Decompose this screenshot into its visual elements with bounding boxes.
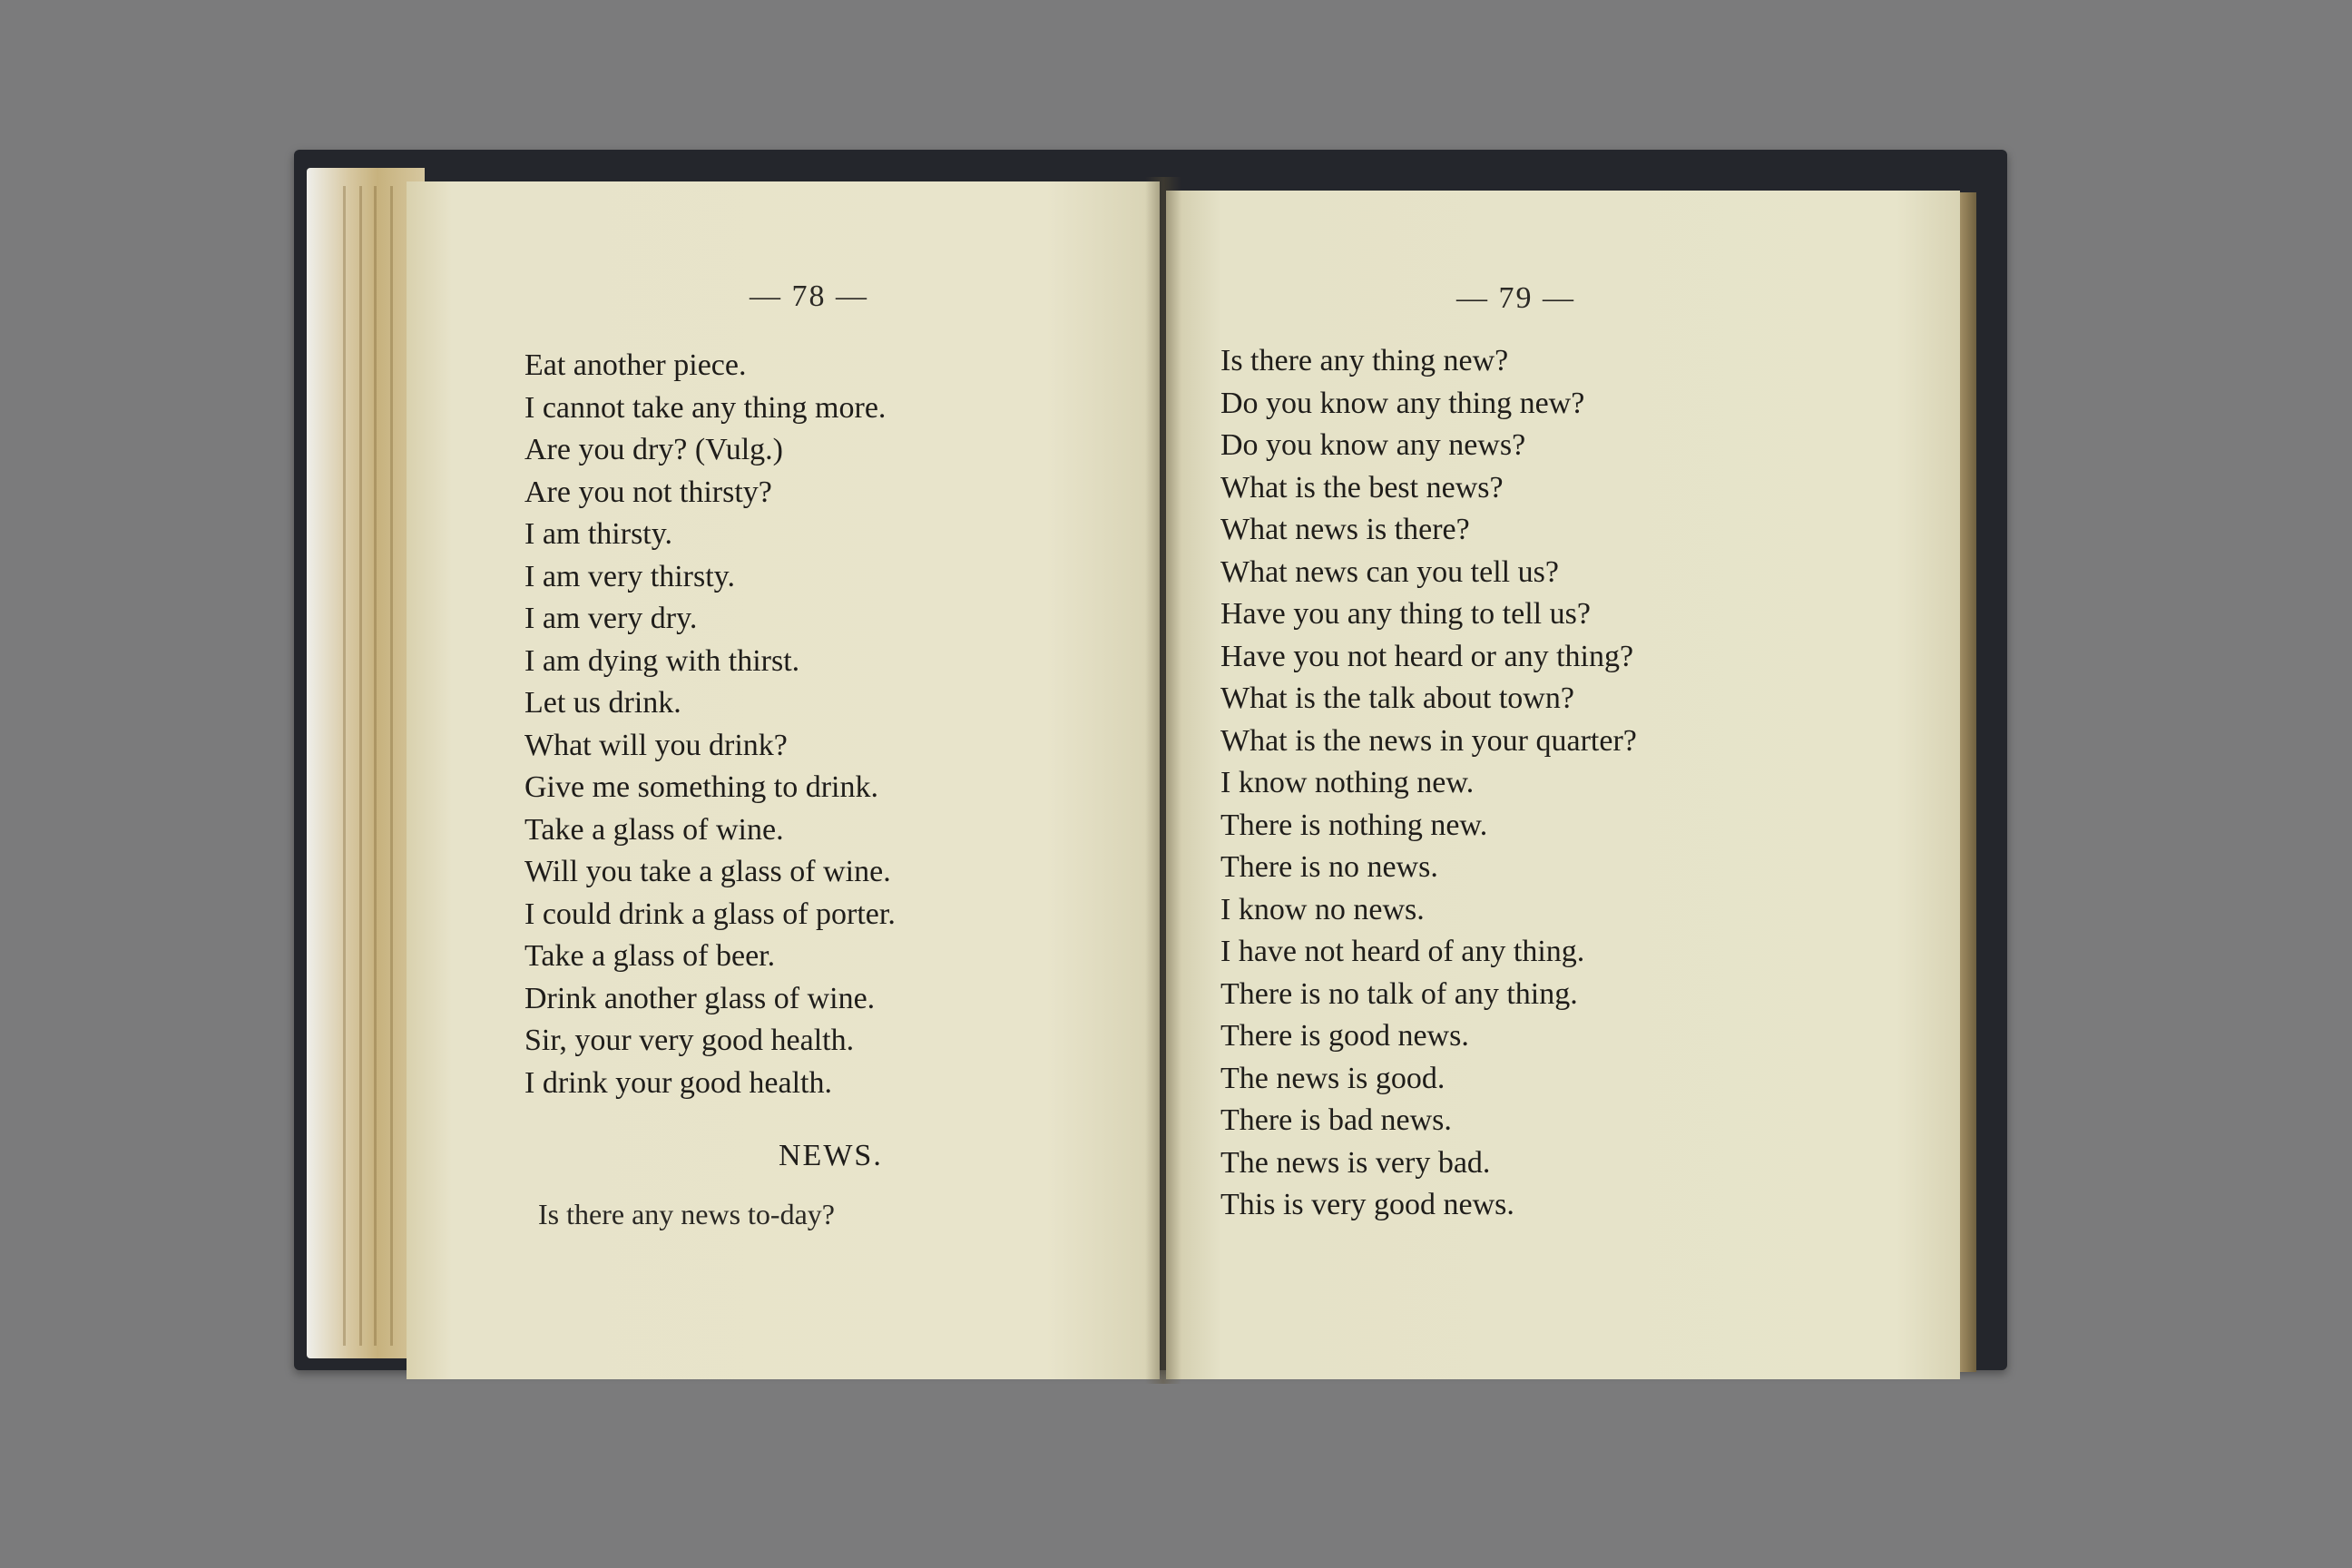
text-line: There is no talk of any thing. <box>1220 976 1578 1011</box>
text-line: Have you any thing to tell us? <box>1220 597 1591 631</box>
text-line: I am very dry. <box>524 602 698 635</box>
text-line: Do you know any news? <box>1220 428 1526 462</box>
text-line: I have not heard of any thing. <box>1220 935 1585 968</box>
text-line: Do you know any thing new? <box>1220 386 1585 420</box>
text-line: Are you dry? (Vulg.) <box>524 433 783 466</box>
text-line: Eat another piece. <box>524 348 747 382</box>
page-number-right: — 79 — <box>1456 281 1575 315</box>
right-page <box>1166 191 1960 1379</box>
text-line: Will you take a glass of wine. <box>524 855 891 888</box>
text-line: I drink your good health. <box>524 1065 832 1100</box>
text-line: Have you not heard or any thing? <box>1220 639 1634 673</box>
page-number-left: — 78 — <box>750 279 868 313</box>
text-line: What will you drink? <box>524 728 788 762</box>
left-page-text <box>524 345 896 1104</box>
text-line: The news is good. <box>1220 1061 1446 1095</box>
text-line: Is there any news to-day? <box>538 1198 835 1230</box>
text-line: Sir, your very good health. <box>524 1024 855 1057</box>
section-heading: NEWS. <box>779 1139 883 1172</box>
text-line: I cannot take any thing more. <box>524 390 887 425</box>
text-line: I know nothing new. <box>1220 766 1475 799</box>
text-line: Drink another glass of wine. <box>524 981 876 1015</box>
text-line: I could drink a glass of porter. <box>524 897 896 931</box>
text-line: What is the talk about town? <box>1220 681 1574 715</box>
text-line: Give me something to drink. <box>524 770 879 804</box>
text-line: What news is there? <box>1220 513 1470 546</box>
text-line: I am dying with thirst. <box>524 643 800 678</box>
text-line: What is the news in your quarter? <box>1220 723 1637 758</box>
text-line: The news is very bad. <box>1220 1145 1491 1180</box>
text-line: There is nothing new. <box>1220 808 1488 842</box>
right-page-text <box>1220 340 1637 1227</box>
text-line: Take a glass of wine. <box>524 812 784 847</box>
text-line: There is no news. <box>1220 850 1438 884</box>
left-page <box>407 181 1160 1379</box>
text-line: Is there any thing new? <box>1220 344 1509 377</box>
text-line: Let us drink. <box>524 686 681 720</box>
text-line: There is bad news. <box>1220 1103 1452 1137</box>
text-line: I am very thirsty. <box>524 559 735 593</box>
text-line: Take a glass of beer. <box>524 939 776 973</box>
text-line: What is the best news? <box>1220 470 1504 505</box>
book-gutter <box>1145 177 1181 1384</box>
text-line: I know no news. <box>1220 892 1425 926</box>
text-line: I am thirsty. <box>524 517 673 551</box>
text-line: This is very good news. <box>1220 1188 1514 1221</box>
text-line: What news can you tell us? <box>1220 554 1559 589</box>
text-line: There is good news. <box>1220 1019 1469 1053</box>
text-line: Are you not thirsty? <box>524 475 772 509</box>
